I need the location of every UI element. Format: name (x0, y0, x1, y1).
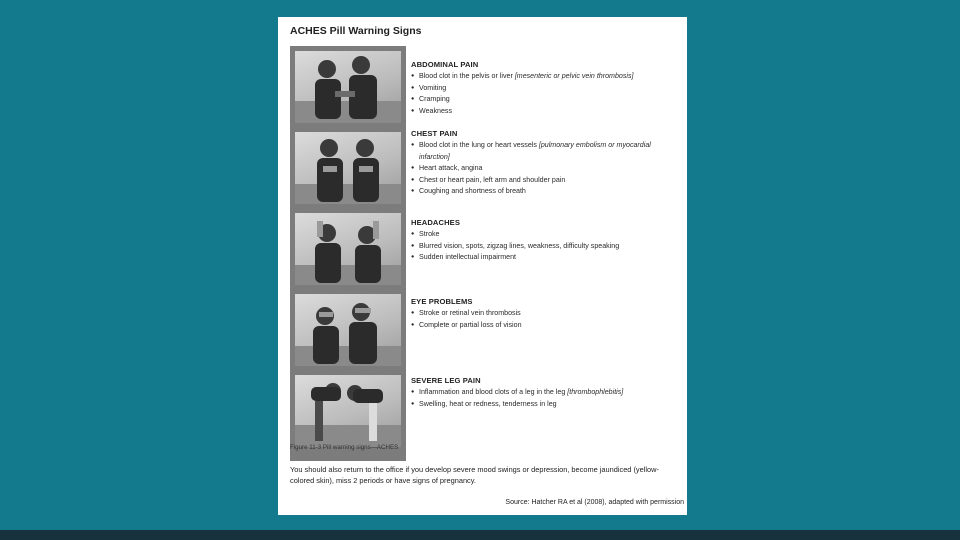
list-item: ● Vomiting (411, 83, 681, 95)
source-citation: Source: Hatcher RA et al (2008), adapted with permission (505, 499, 684, 506)
section-headaches (411, 218, 681, 264)
list-item: ● Heart attack, angina (411, 163, 681, 175)
section-heading: ABDOMINAL PAIN (411, 60, 479, 69)
list-item: ● Inflammation and blood clots of a leg in the leg [thrombophlebitis] (411, 387, 681, 399)
section-severe-leg-pain (411, 376, 681, 410)
list-item: ● Blood clot in the pelvis or liver [mesenteric or pelvic vein thrombosis] (411, 71, 681, 83)
document-page (278, 17, 687, 515)
section-chest-pain (411, 129, 681, 198)
severe-leg-pain-photo (295, 375, 401, 447)
eye-problems-photo (295, 294, 401, 366)
list-item: ● Complete or partial loss of vision (411, 320, 681, 332)
abdominal-pain-photo (295, 51, 401, 123)
return-note: You should also return to the office if you develop severe mood swings or depression, become jaundiced (yellow-colored skin), miss 2 periods or have signs of pregnancy. (290, 465, 659, 485)
list-item: ● Blurred vision, spots, zigzag lines, weakness, difficulty speaking (411, 241, 681, 253)
list-item: ● Weakness (411, 106, 681, 118)
photo-strip (290, 46, 406, 461)
list-item: ● Chest or heart pain, left arm and shoulder pain (411, 175, 681, 187)
chest-pain-photo (295, 132, 401, 204)
list-item: ● Swelling, heat or redness, tenderness in leg (411, 399, 681, 411)
section-heading: EYE PROBLEMS (411, 297, 473, 306)
section-heading: SEVERE LEG PAIN (411, 376, 481, 385)
section-heading: HEADACHES (411, 218, 460, 227)
section-heading: CHEST PAIN (411, 129, 458, 138)
list-item: ● Stroke (411, 229, 681, 241)
headaches-photo (295, 213, 401, 285)
list-item: ● Stroke or retinal vein thrombosis (411, 308, 681, 320)
figure-caption: Figure 11-3 Pill warning signs—ACHES (290, 444, 399, 451)
list-item: ● Sudden intellectual impairment (411, 252, 681, 264)
section-abdominal-pain (411, 60, 681, 117)
section-eye-problems (411, 297, 681, 331)
list-item: ● Cramping (411, 94, 681, 106)
list-item: ● Blood clot in the lung or heart vessels [pulmonary embolism or myocardial infarction] (411, 140, 681, 163)
bottom-bar (0, 530, 960, 540)
document-title: ACHES Pill Warning Signs (290, 25, 422, 37)
list-item: ● Coughing and shortness of breath (411, 186, 681, 198)
